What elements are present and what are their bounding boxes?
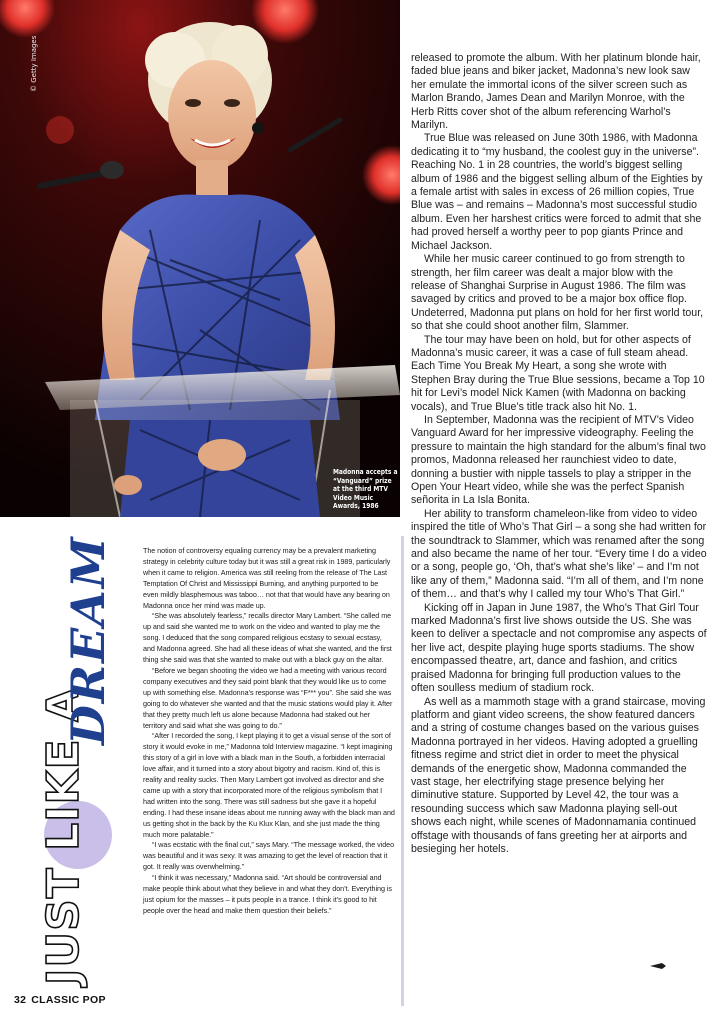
paragraph: “Before we began shooting the video we had a meeting with various record company executives and they said point blank that they would like us to come up with something else. Madonna’s response was “F*** you”. She said she was going to do whatever she wanted and that the music stations would play it. After that they pretty much left us alone because Madonna had staked out her territory and said what she was going to do.” — [143, 665, 393, 730]
photo-caption: Madonna accepts a “Vanguard” prize at the third MTV Video Music Awards, 1986 — [333, 468, 398, 511]
paragraph: As well as a mammoth stage with a grand staircase, moving platform and giant video screens, the show featured dancers and a string of costume changes based on the various guises Madonna portrayed in her videos. Having adopted a gruelling fitness regime and strict diet in order to meet the physical demands of the energetic show, Madonna commanded the vast stage, her electrifying stage presence belying her diminutive stature. Supported by Level 42, the tour was a resounding success which saw Madonna playing sell-out shows each night, while scenes of Madonnamania continued offstage with thousands of fans greeting her at airports and besieging her hotels. — [411, 695, 706, 855]
madonna-photo-illustration — [0, 0, 400, 517]
photo-credit: © Getty Images — [30, 35, 38, 92]
paragraph: While her music career continued to go from strength to strength, her film career was dealt a major blow with the release of Shanghai Surprise in August 1986. The film was savaged by critics and proved to be a major box office flop. Undeterred, Madonna put plans on hold for her first world tour, so that she could shoot another film, Slammer. — [411, 253, 704, 333]
end-of-article-icon — [650, 962, 666, 970]
paragraph: The tour may have been on hold, but for other aspects of Madonna’s music career, it was a case of full steam ahead. Each Time You Break My Heart, a song she wrote with Stephen Bray during the True Blue sessions, became a Top 10 hit for Levi’s model Nick Kamen (with Madonna on backing vocals), and True Blue’s title track also hit No. 1. — [411, 333, 705, 413]
hero-photo — [0, 0, 400, 517]
headline-lettering — [38, 530, 128, 990]
sidebar-headline — [38, 530, 128, 990]
left-column-text — [143, 546, 395, 917]
paragraph: “I think it was necessary,” Madonna said. “Art should be controversial and make people think about what they believe in and what they don’t. Everything is just opium for the masses – it puts people in a trance. I think it’s good to hit people over the head and make them question their beliefs.” — [143, 873, 392, 915]
paragraph: “After I recorded the song, I kept playing it to get a visual sense of the sort of story it would evoke in me,” Madonna told Interview magazine. “I kept imagining this story of a girl in love with a black man in the South, a forbidden interracial love affair, and it turned into a story about bigotry and racism. Kind of, this is reality and reality sucks. Then Mary Lambert got involved as director and she came up with a story that incorporated more of the religious symbolism that I had written into the song. There was still sadness but she gave it a hopeful ending. I had these insane ideas about me running away with the black man and us getting shot in the back by the Ku Klux Klan, and she just made the thing much more palatable.” — [143, 731, 395, 839]
right-column-text — [411, 52, 707, 856]
paragraph: In September, Madonna was the recipient of MTV’s Video Vanguard Award for her impressive videography. Feeling the pressure to maintain the high standard for the album’s final two promos, Madonna released her raunchiest video to date, donning a bustier with nipple tassels to play a stripper in the Open Your Heart video, while she was the perfect Spanish señorita in La Isla Bonita. — [411, 413, 706, 507]
paragraph: True Blue was released on June 30th 1986, with Madonna dedicating it to “my husband, the coolest guy in the universe”. Reaching No. 1 in 28 countries, the world’s biggest selling album of 1986 and the biggest selling album of the Eighties by a female artist with sales in excess of 26 million copies, True Blue was – and remains – Madonna’s most successful studio album. Even her harshest critics were forced to admit that she had proved herself a worthy peer to pop giants Prince and Michael Jackson. — [411, 132, 703, 252]
paragraph: “I was ecstatic with the final cut,” says Mary. “The message worked, the video was beautiful and it was sexy. It was amazing to get the level of reaction that it got. It really was overwhelming.” — [143, 840, 395, 872]
magazine-name: CLASSIC POP — [31, 994, 106, 1006]
paragraph: The notion of controversy equaling currency may be a prevalent marketing strategy in celebrity culture today but it was still a great risk in 1989, particularly when it came to religion. America was still reeling from the release of The Last Temptation Of Christ and Mississippi Burning, and anything purported to be even mildly blasphemous was taboo… not that that would have any bearing on Madonna once her mind was made up. — [143, 546, 391, 610]
paragraph: “She was absolutely fearless,” recalls director Mary Lambert. “She called me up and said she wanted me to work on the video and wanted to play me the song. I deduced that the song compared religious ecstasy to sexual ecstasy, and Madonna agreed. She had all these ideas of what she wanted, and the first thing she said was that she wanted to make out with a black guy on the altar. — [143, 611, 392, 665]
headline-part2: DREAM — [61, 535, 115, 745]
paragraph: released to promote the album. With her platinum blonde hair, faded blue jeans and biker jacket, Madonna’s new look saw her emulate the immortal icons of the silver screen such as Marlon Brando, James Dean and Marilyn Monroe, with the Herb Ritts cover shot of the album referencing Warhol’s Marilyn. — [411, 52, 701, 132]
headline-part1: JUST LIKE A — [38, 686, 89, 985]
paragraph: Her ability to transform chameleon-like from video to video inspired the title of Who’s That Girl – a song she had written for the soundtrack to Slammer, which was renamed after the song and also became the name of her tour. “Every time I do a video or a song, people go, ‘Oh, that’s what she’s like’ – and I’m not like any of them,” Madonna said. “I’m all of them, and I’m none of them… and that’s why I called my tour Who’s That Girl.” — [411, 507, 707, 601]
page-footer — [14, 994, 106, 1006]
paragraph: Kicking off in Japan in June 1987, the Who’s That Girl Tour marked Madonna’s first live shows outside the US. She was keen to deliver a spectacle and not compromise any aspects of her live act, despite playing huge sports stadiums. The show encompassed theatre, art, dance and fashion, and critics praised Madonna for bringing full production values to the often soulless medium of stadium rock. — [411, 601, 707, 695]
column-divider — [401, 536, 404, 1006]
page-number: 32 — [14, 994, 27, 1006]
